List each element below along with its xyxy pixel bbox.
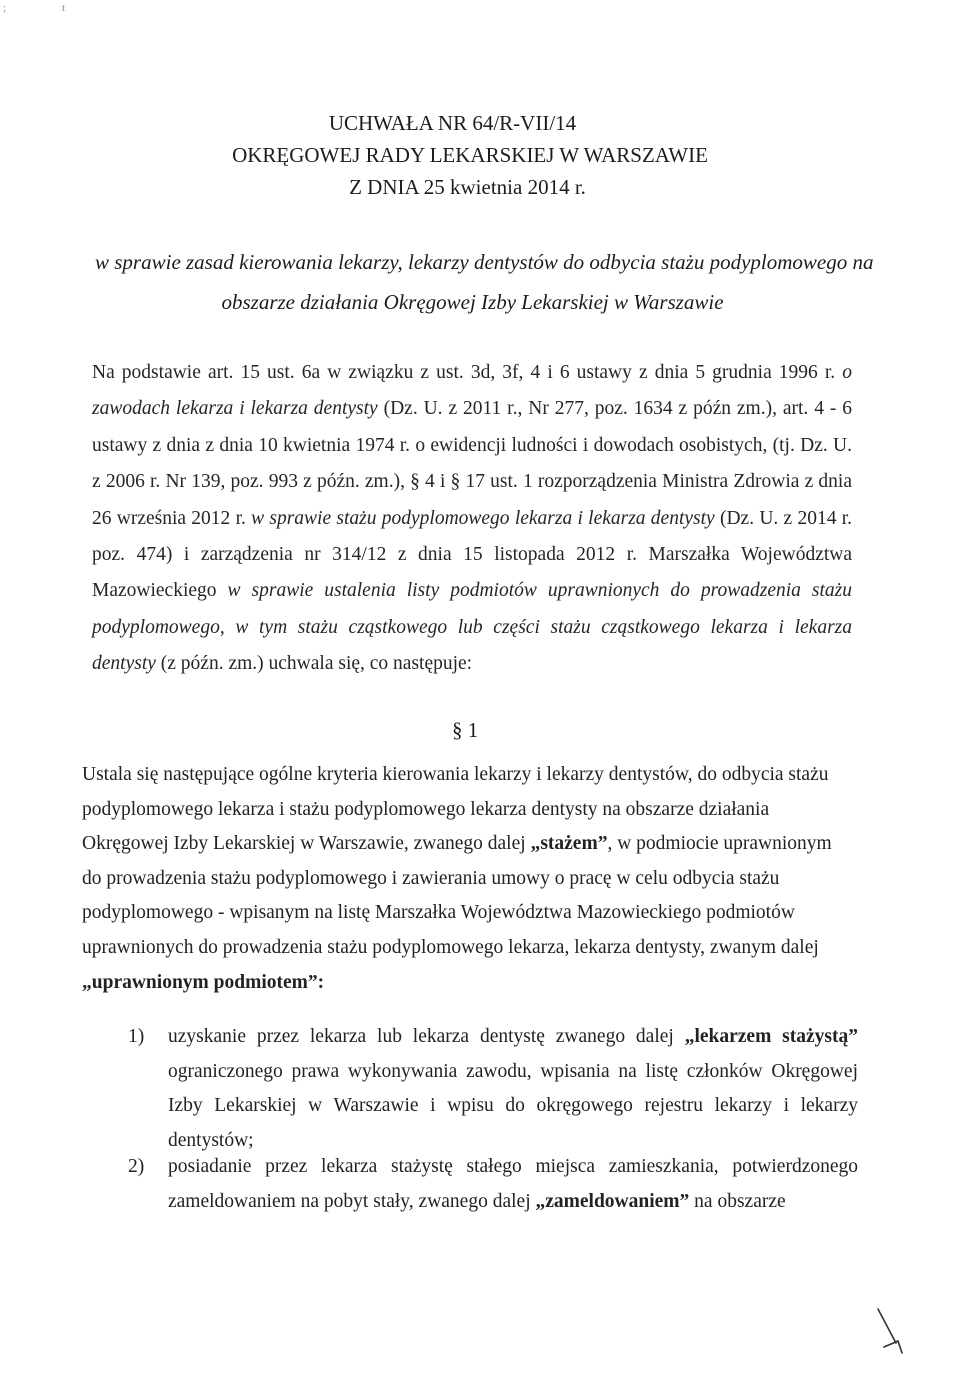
intro-act-title: o zawodach lekarza i lekarza dentysty [92,362,853,420]
list-item-text-part: ograniczonego prawa wykonywania zawodu, wpisania na listę członków Okręgowej Izby Lekarskiej w Warszawie i wpisu do okręgowego rejestru lekarzy i lekarzy dentystów; [168,1060,858,1151]
section-1-text [82,758,842,1000]
issuing-body: OKRĘGOWEJ RADY LEKARSKIEJ W WARSZAWIE [232,143,708,167]
list-item-number: 1) [128,1026,145,1047]
initials-mark [872,1305,912,1365]
defined-term-lekarz-stazysta: „lekarzem stażystą” [684,1026,858,1047]
resolution-number: UCHWAŁA NR 64/R-VII/14 [328,111,577,135]
intro-text: (Dz. U. z 2011 r., Nr 277, poz. 1634 z późn zm.), art. 4 - 6 ustawy z dnia z dnia 10 kwietnia 1974 r. o ewidencji ludności i dowodach osobistych, (tj. Dz. U. z 2006 r. Nr 139, poz. 993 z późn. zm.), § 4 i § 17 ust. 1 rozporządzenia Ministra Zdrowia z dnia 26 września 2012 r. [92,398,852,529]
resolution-date: Z DNIA 25 kwietnia 2014 r. [349,175,586,199]
subject-line-2: obszarze działania Okręgowej Izby Lekarskiej w Warszawie [221,290,724,314]
list-item-text-part: posiadanie przez lekarza stażystę stałego miejsca zamieszkania, potwierdzonego zameldowaniem na pobyt stały, zwanego dalej [168,1156,858,1212]
defined-term-zameldowanie: „zameldowaniem” [535,1190,690,1212]
list-item-text-part: uzyskanie przez lekarza lub lekarza dentystę zwanego dalej [168,1026,685,1047]
list-item-number: 2) [128,1156,145,1177]
intro-text: (Dz. U. z 2014 r. poz. 474) i zarządzenia nr 314/12 z dnia 15 listopada 2012 r. Marszałka Województwa Mazowieckiego [92,507,852,602]
scan-speck: ; [3,2,7,14]
defined-term-staz: „stażem” [530,833,608,855]
list-item-text [168,1020,858,1158]
intro-text: (z późn. zm.) uchwala się, co następuje: [155,653,473,675]
section-mark: § 1 [452,718,479,742]
intro-regulation-title: w sprawie stażu podyplomowego lekarza i lekarza dentysty [245,507,715,529]
subject-line-1: w sprawie zasad kierowania lekarzy, lekarzy dentystów do odbycia stażu podyplomowego na [95,250,874,274]
defined-term-uprawniony-podmiot: „uprawnionym podmiotem”: [82,971,325,993]
scan-speck: t [62,2,66,14]
body-text: , w podmiocie uprawnionym do prowadzenia stażu podyplomowego i zawierania umowy o pracę w celu odbycia stażu podyplomowego - wpisanym na listę Marszałka Województwa Mazowieckiego podmiotów uprawnionych do prowadzenia stażu podyplomowego lekarza, lekarza dentysty, zwanym dalej [82,833,832,958]
intro-ordinance-title: w sprawie ustalenia listy podmiotów uprawnionych do prowadzenia stażu podyplomowego, w tym stażu cząstkowego lub części stażu cząstkowego lekarza i lekarza dentysty [92,580,852,675]
list-item-text-part: na obszarze [689,1190,786,1212]
body-text: Ustala się następujące ogólne kryteria kierowania lekarzy i lekarzy dentystów, do odbycia stażu podyplomowego lekarza i stażu podyplomowego lekarza dentysty na obszarze działania Okręgowej Izby Lekarskiej w Warszawie, zwanego dalej [82,764,829,855]
intro-text: Na podstawie art. 15 ust. 6a w związku z ust. 3d, 3f, 4 i 6 ustawy z dnia 5 grudnia 1996 r. [92,362,836,383]
list-item-text [168,1150,858,1219]
legal-basis-paragraph [92,355,852,683]
